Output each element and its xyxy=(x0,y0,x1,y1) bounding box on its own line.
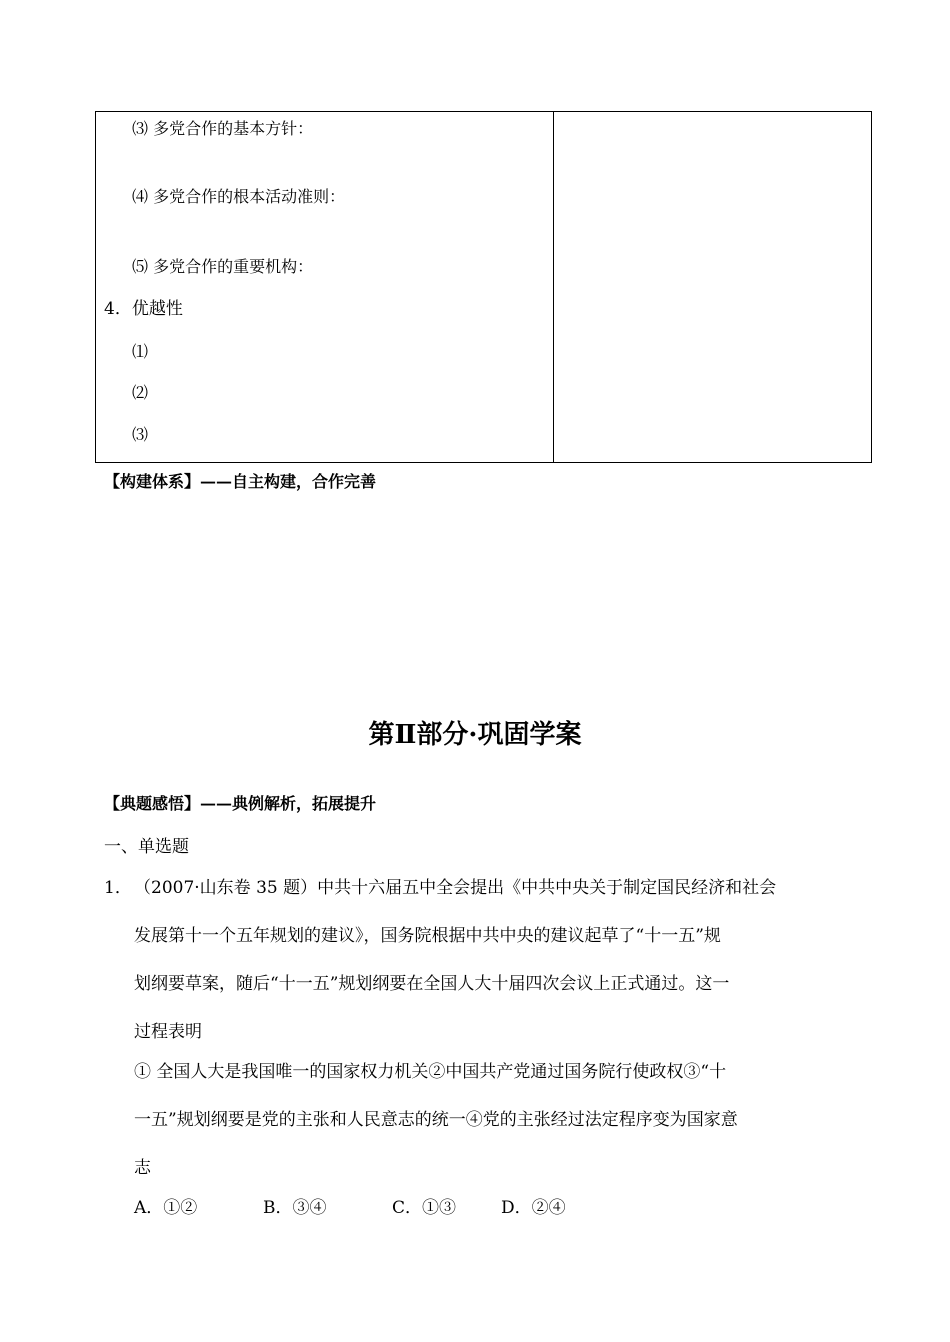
question-line: 过程表明 xyxy=(134,1022,202,1042)
option-a: A．①② xyxy=(134,1198,198,1218)
question-line: 发展第十一个五年规划的建议》，国务院根据中共中央的建议起草了“十一五”规 xyxy=(134,926,721,946)
option-c: C．①③ xyxy=(392,1198,457,1218)
table-line: ⑶ xyxy=(132,425,149,444)
build-system-heading: 【构建体系】——自主构建，合作完善 xyxy=(104,472,377,491)
table-line: ⑶ 多党合作的基本方针： xyxy=(132,119,314,138)
typical-heading: 【典题感悟】——典例解析，拓展提升 xyxy=(104,794,377,813)
section-single-choice: 一、单选题 xyxy=(104,837,189,857)
table-line: ⑸ 多党合作的重要机构： xyxy=(132,257,314,276)
table-line: ⑵ xyxy=(132,383,149,402)
question-number: 1． xyxy=(104,878,132,898)
question-line: （2007·山东卷 35 题）中共十六届五中全会提出《中共中央关于制定国民经济和社会 xyxy=(134,878,777,898)
part-title: 第Ⅱ部分·巩固学案 xyxy=(368,720,582,750)
table-line: ⑴ xyxy=(132,342,149,361)
table-line: 4．优越性 xyxy=(104,299,183,319)
option-b: B．③④ xyxy=(263,1198,327,1218)
outline-table xyxy=(95,111,872,463)
option-d: D．②④ xyxy=(501,1198,566,1218)
question-line: 划纲要草案，随后“十一五”规划纲要在全国人大十届四次会议上正式通过。这一 xyxy=(134,974,730,994)
statement-line: 一五”规划纲要是党的主张和人民意志的统一④党的主张经过法定程序变为国家意 xyxy=(134,1110,738,1130)
statement-line: 志 xyxy=(134,1158,151,1178)
table-line: ⑷ 多党合作的根本活动准则： xyxy=(132,187,346,206)
statement-line: ① 全国人大是我国唯一的国家权力机关②中国共产党通过国务院行使政权③“十 xyxy=(134,1062,727,1082)
table-column-divider xyxy=(553,112,554,462)
